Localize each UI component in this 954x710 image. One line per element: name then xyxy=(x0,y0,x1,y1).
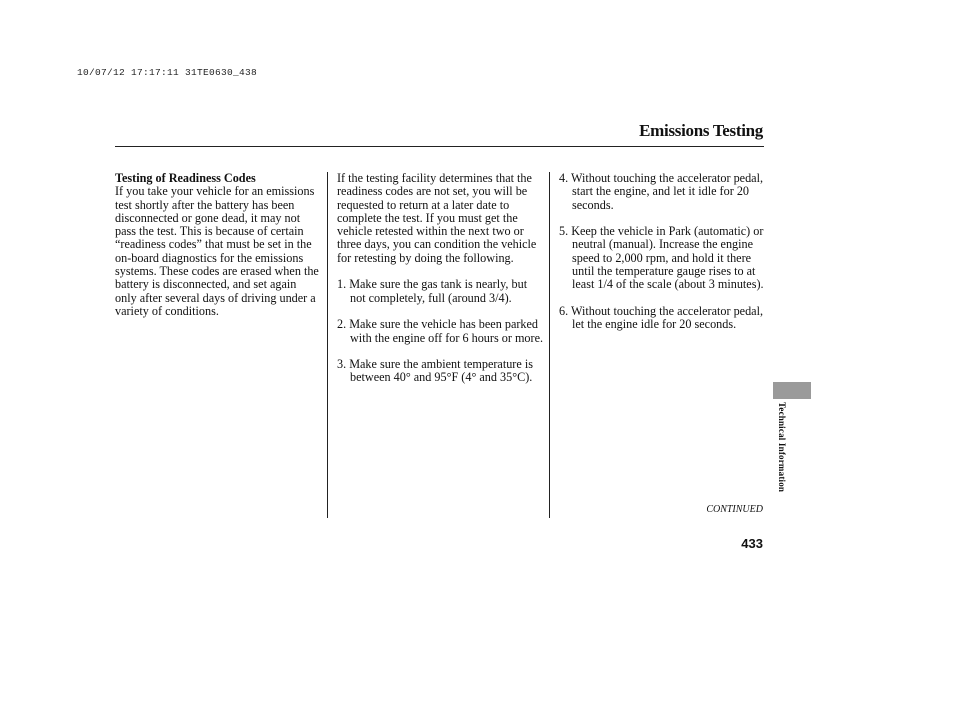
section-tab xyxy=(773,382,811,399)
page-title: Emissions Testing xyxy=(639,121,763,140)
step-item: 3. Make sure the ambient temperature is between 40° and 95°F (4° and 35°C). xyxy=(337,357,533,385)
section-body: If you take your vehicle for an emissions test shortly after the battery has been disconnected or gone dead, it may not pass the test. This is because of certain “readiness codes” that must be set in the on-board diagnostics for the emissions systems. These codes are erased when the battery is disconnected, and set again only after several days of driving under a variety of conditions. xyxy=(115,184,319,318)
step-item: 1. Make sure the gas tank is nearly, but not completely, full (around 3/4). xyxy=(337,277,528,305)
column-divider xyxy=(327,172,328,518)
column-divider xyxy=(549,172,550,518)
section-tab-label: Technical Information xyxy=(777,402,787,493)
step-item: 2. Make sure the vehicle has been parked with the engine off for 6 hours or more. xyxy=(337,317,544,345)
continued-label: CONTINUED xyxy=(706,504,763,515)
title-rule xyxy=(115,146,764,147)
step-item: 5. Keep the vehicle in Park (automatic) or neutral (manual). Increase the engine speed to 2,000 rpm, and hold it there until the temperature gauge rises to at least 1/4 of the scale (about 3 minutes). xyxy=(559,224,764,292)
page-number: 433 xyxy=(741,536,763,551)
intro-paragraph: If the testing facility determines that the readiness codes are not set, you will be requested to return at a later date to complete the test. If you must get the vehicle retested within the next two or three days, you can condition the vehicle for retesting by doing the following. xyxy=(337,171,537,265)
step-item: 4. Without touching the accelerator pedal, start the engine, and let it idle for 20 seconds. xyxy=(559,171,764,212)
print-stamp: 10/07/12 17:17:11 31TE0630_438 xyxy=(77,67,258,78)
step-item: 6. Without touching the accelerator pedal, let the engine idle for 20 seconds. xyxy=(559,303,764,332)
column-1 xyxy=(115,172,320,318)
column-3 xyxy=(559,172,765,332)
column-2 xyxy=(337,172,545,385)
section-heading: Testing of Readiness Codes xyxy=(115,171,256,185)
